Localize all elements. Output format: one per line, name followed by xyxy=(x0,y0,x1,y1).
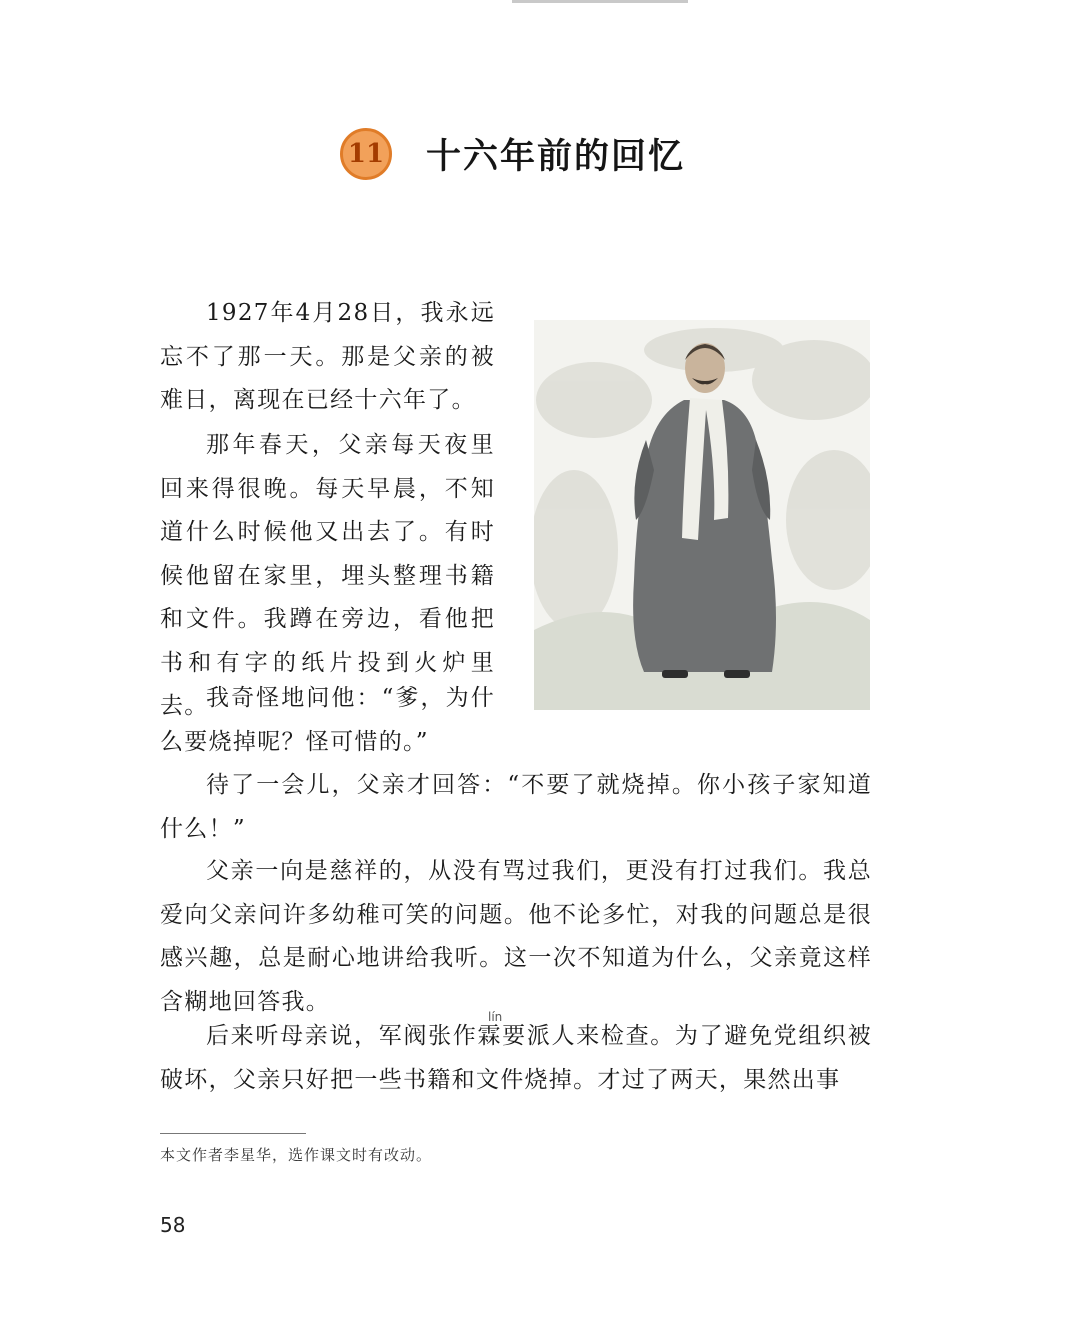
lesson-number: 11 xyxy=(347,139,385,169)
footnote: 本文作者李星华，选作课文时有改动。 xyxy=(160,1146,433,1164)
paragraph-1: 1927年4月28日，我永远忘不了那一天。那是父亲的被难日，离现在已经十六年了。 xyxy=(160,300,495,413)
paragraph-3: 我奇怪地问他：“爹，为什么要烧掉呢？怪可惜的。” xyxy=(160,685,495,755)
lesson-title: 十六年前的回忆 xyxy=(426,136,686,177)
lesson-number-badge xyxy=(340,128,392,180)
header-rule xyxy=(512,0,688,3)
paragraph-5: 父亲一向是慈祥的，从没有骂过我们，更没有打过我们。我总爱向父亲问许多幼稚可笑的问题。他不论多忙，对我的问题总是很感兴趣，总是耐心地讲给我听。这一次不知道为什么，父亲竟这样含糊地回答我。 xyxy=(160,858,872,1015)
portrait-illustration xyxy=(534,320,870,710)
paragraph-2: 那年春天，父亲每天夜里回来得很晚。每天早晨，不知道什么时候他又出去了。有时候他留在家里，埋头整理书籍和文件。我蹲在旁边，看他把书和有字的纸片投到火炉里去。 xyxy=(160,432,495,719)
page-number: 58 xyxy=(160,1213,186,1237)
footnote-divider xyxy=(160,1133,306,1134)
lesson-heading xyxy=(340,122,685,186)
pinyin-annotation: lín xyxy=(488,1010,503,1024)
paragraph-4: 待了一会儿，父亲才回答：“不要了就烧掉。你小孩子家知道什么！” xyxy=(160,772,872,842)
paragraph-6: 后来听母亲说，军阀张作霖要派人来检查。为了避免党组织被破坏，父亲只好把一些书籍和文件烧掉。才过了两天，果然出事 xyxy=(160,1023,872,1093)
